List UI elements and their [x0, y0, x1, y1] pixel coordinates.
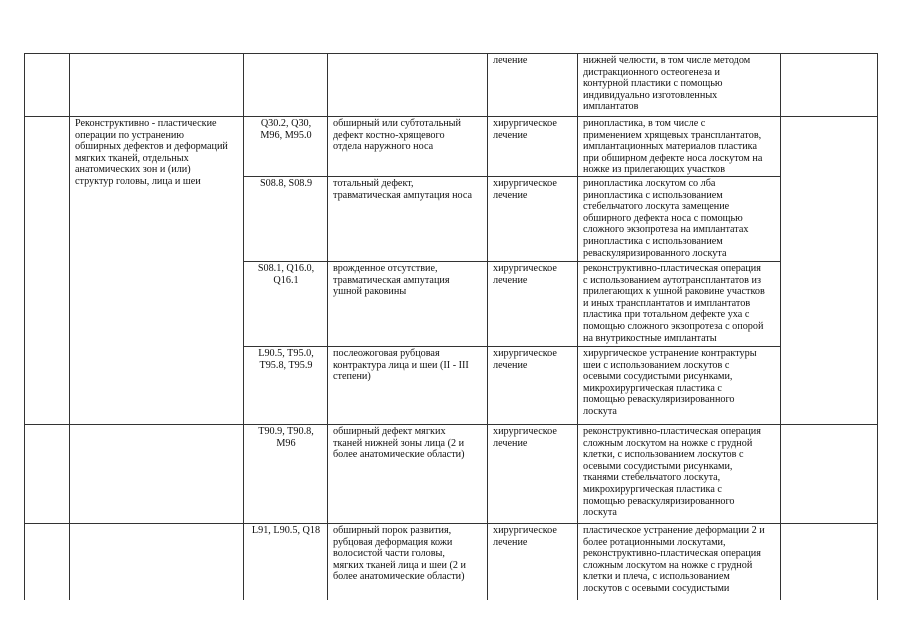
text-line: более анатомические области) [333, 571, 465, 583]
cell-group [70, 524, 244, 600]
cell-codes [244, 117, 328, 177]
text-line: лечение [493, 536, 528, 548]
procedures-table [24, 53, 878, 600]
cell-codes [244, 347, 328, 425]
cell-index [25, 425, 70, 524]
cell-treatment [488, 262, 578, 347]
text-line: пластика при тотальном дефекте уха с [583, 309, 750, 321]
cell-diagnosis [328, 347, 488, 425]
cell-treatment [488, 524, 578, 600]
text-line: травматическая ампутация носа [333, 189, 473, 201]
cell-group [70, 54, 244, 117]
text-line: более анатомические области) [333, 449, 465, 461]
text-line: осевыми сосудистыми рисунками, [583, 371, 733, 383]
text-line: степени) [333, 371, 371, 383]
text-line: реваскуляризированного лоскута [583, 247, 727, 259]
text-line: структур головы, лица и шеи [75, 175, 201, 187]
text-line: отдела наружного носа [333, 141, 434, 153]
cell-diagnosis [328, 262, 488, 347]
cell-diagnosis [328, 177, 488, 262]
text-line: Q16.1 [273, 274, 299, 286]
cell-codes [244, 262, 328, 347]
text-line: T95.8, T95.9 [259, 359, 313, 371]
text-line: мягких тканей, отдельных [75, 152, 189, 164]
cell-group [70, 425, 244, 524]
text-line: клетки, с использованием лоскутов с [583, 449, 744, 461]
text-line: тканями стебельчатого лоскута, [583, 472, 721, 484]
text-line: операции по устранению [75, 129, 184, 141]
cell-treatment [488, 117, 578, 177]
text-line: клетки и плеча, с использованием [583, 571, 730, 583]
cell-method [578, 262, 781, 347]
text-line: тканей нижней зоны лица (2 и [333, 437, 465, 449]
text-line: ринопластика лоскутом со лба [583, 178, 716, 189]
text-line: дефект костно-хрящевого [333, 129, 445, 141]
table-row [25, 425, 878, 524]
text-line: волосистой части головы, [333, 548, 445, 560]
text-line: ножке из прилегающих участков [583, 164, 726, 176]
text-line: мягких тканей лица и шеи (2 и [333, 559, 466, 571]
table-row [25, 117, 878, 177]
text-line: имплантатов [583, 101, 639, 113]
text-line: при обширном дефекте носа лоскутом на [583, 152, 763, 164]
cell-codes [244, 177, 328, 262]
text-line: лоскута [583, 405, 617, 417]
text-line: индивидуально изготовленных [583, 89, 718, 101]
cell-treatment [488, 177, 578, 262]
cell-method [578, 425, 781, 524]
text-line: анатомических зон и (или) [75, 164, 191, 176]
cell-extra [781, 524, 878, 600]
text-line: нижней челюсти, в том числе методом [583, 55, 751, 66]
text-line: послеожоговая рубцовая [333, 348, 440, 359]
cell-group [70, 117, 244, 425]
cell-diagnosis [328, 54, 488, 117]
table-row [25, 54, 878, 117]
cell-codes [244, 524, 328, 600]
text-line: на внутрикостные имплантаты [583, 332, 717, 344]
text-line: хирургическое [493, 525, 557, 536]
text-line: реконструктивно-пластическая операция [583, 263, 761, 274]
text-line: хирургическое устранение контрактуры [583, 348, 757, 359]
cell-extra [781, 54, 878, 117]
text-line: сложным лоскутом на ножке с грудной [583, 437, 753, 449]
text-line: и иных трансплантатов и имплантатов [583, 297, 751, 309]
text-line: тотальный дефект, [333, 178, 414, 189]
cell-method [578, 524, 781, 600]
text-line: хирургическое [493, 348, 557, 359]
text-line: лечение [493, 359, 528, 371]
text-line: L90.5, T95.0, [258, 348, 314, 359]
cell-method [578, 117, 781, 177]
text-line: T90.9, T90.8, [258, 426, 314, 437]
text-line: S08.8, S08.9 [259, 178, 313, 189]
text-line: прилегающих к ушной раковине участков [583, 286, 765, 298]
text-line: лечение [493, 55, 528, 66]
text-line: ушной раковины [333, 286, 407, 298]
text-line: сложным лоскутом на ножке с грудной [583, 559, 753, 571]
text-line: обширный или субтотальный [333, 118, 461, 129]
text-line: M96, M95.0 [260, 129, 312, 141]
cell-index [25, 54, 70, 117]
text-line: помощью реваскуляризированного [583, 394, 735, 406]
cell-index [25, 524, 70, 600]
text-line: микрохирургическая пластика с [583, 382, 722, 394]
text-line: хирургическое [493, 118, 557, 129]
text-line: сложного экзопротеза на имплантатах [583, 224, 749, 236]
text-line: обширный дефект мягких [333, 426, 446, 437]
cell-method [578, 54, 781, 117]
text-line: лечение [493, 129, 528, 141]
cell-treatment [488, 425, 578, 524]
text-line: контурной пластики с помощью [583, 78, 723, 90]
text-line: помощью реваскуляризированного [583, 495, 735, 507]
text-line: микрохирургическая пластика с [583, 483, 722, 495]
text-line: обширного дефекта носа с помощью [583, 212, 743, 224]
text-line: дистракционного остеогенеза и [583, 66, 721, 78]
text-line: S08.1, Q16.0, [257, 263, 315, 274]
cell-diagnosis [328, 425, 488, 524]
text-line: имплантационных материалов пластика [583, 141, 757, 153]
text-line: ринопластика с использованием [583, 189, 723, 201]
text-line: лоскутов с осевыми сосудистыми [583, 582, 730, 594]
text-line: ринопластика, в том числе с [583, 118, 706, 129]
cell-codes [244, 54, 328, 117]
cell-treatment [488, 54, 578, 117]
cell-codes [244, 425, 328, 524]
text-line: шеи с использованием лоскутов с [583, 359, 730, 371]
cell-treatment [488, 347, 578, 425]
text-line: пластическое устранение деформации 2 и [583, 525, 765, 536]
text-line: Q30.2, Q30, [260, 118, 312, 129]
text-line: осевыми сосудистыми рисунками, [583, 460, 733, 472]
cell-diagnosis [328, 524, 488, 600]
cell-method [578, 177, 781, 262]
table-row [25, 524, 878, 600]
text-line: стебельчатого лоскута замещение [583, 201, 730, 213]
text-line: лоскута [583, 507, 617, 519]
cell-index [25, 117, 70, 425]
text-line: хирургическое [493, 426, 557, 437]
cell-method [578, 347, 781, 425]
text-line: помощью сложного экзопротеза с опорой [583, 320, 764, 332]
text-line: лечение [493, 437, 528, 449]
cell-extra [781, 425, 878, 524]
text-line: обширный порок развития, [333, 525, 452, 536]
text-line: лечение [493, 274, 528, 286]
text-line: ринопластика с использованием [583, 235, 723, 247]
text-line: применением хрящевых трансплантатов, [583, 129, 762, 141]
text-line: травматическая ампутация [333, 274, 450, 286]
text-line: хирургическое [493, 263, 557, 274]
text-line: хирургическое [493, 178, 557, 189]
text-line: лечение [493, 189, 528, 201]
text-line: Реконструктивно - пластические [75, 118, 217, 129]
cell-extra [781, 117, 878, 425]
text-line: более ротационными лоскутами, [583, 536, 726, 548]
text-line: с использованием аутотрансплантатов из [583, 274, 761, 286]
text-line: реконструктивно-пластическая операция [583, 426, 761, 437]
text-line: L91, L90.5, Q18 [251, 525, 321, 536]
text-line: рубцовая деформация кожи [333, 536, 453, 548]
text-line: контрактура лица и шеи (II - III [333, 359, 469, 371]
cell-diagnosis [328, 117, 488, 177]
text-line: обширных дефектов и деформаций [75, 141, 228, 153]
text-line: реконструктивно-пластическая операция [583, 548, 761, 560]
text-line: врожденное отсутствие, [333, 263, 438, 274]
text-line: M96 [276, 437, 296, 449]
